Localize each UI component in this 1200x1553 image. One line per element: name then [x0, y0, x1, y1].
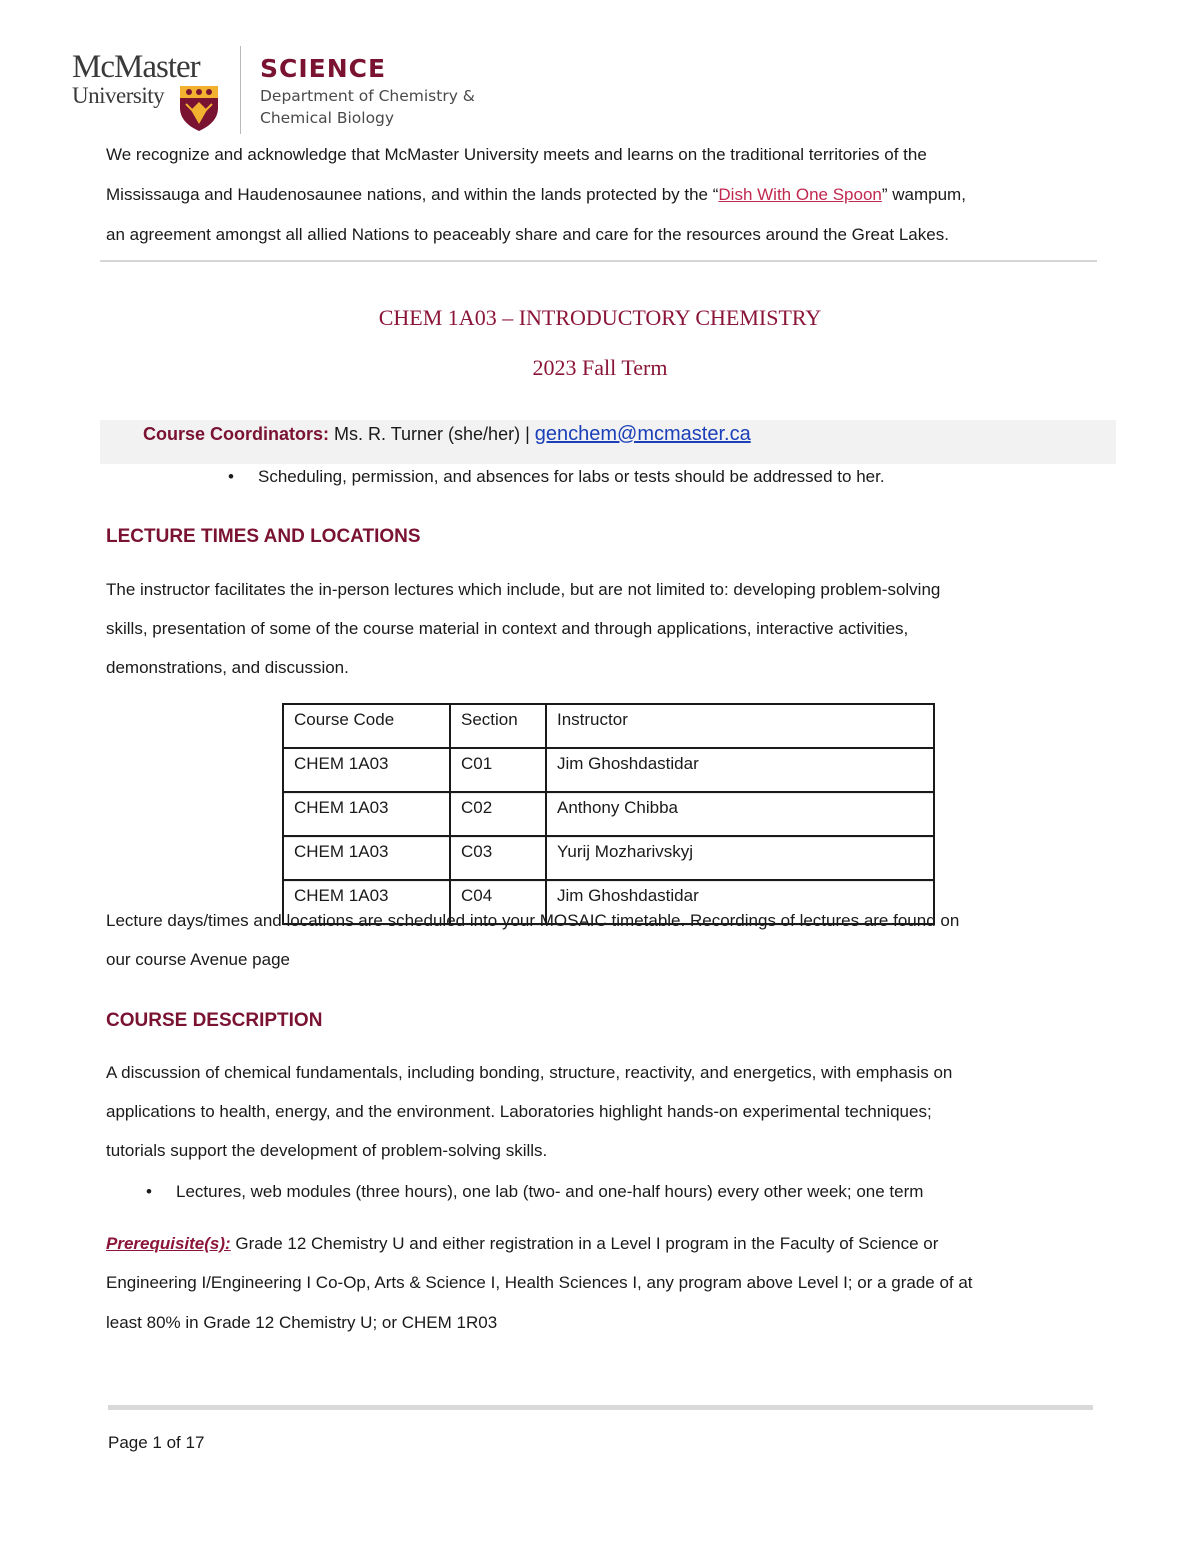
table-cell: C02 — [450, 792, 546, 836]
table-cell: Jim Ghoshdastidar — [546, 880, 934, 924]
table-row — [283, 748, 934, 792]
logo-line2: University — [72, 83, 165, 108]
course-term: 2023 Fall Term — [532, 355, 668, 380]
table-header-course-code: Course Code — [283, 704, 450, 748]
table-cell: CHEM 1A03 — [283, 880, 450, 924]
table-header-section: Section — [450, 704, 546, 748]
science-wordmark: SCIENCE — [260, 54, 387, 83]
prereq-line3: least 80% in Grade 12 Chemistry U; or CHEM 1R03 — [106, 1313, 498, 1332]
table-cell: C04 — [450, 880, 546, 924]
acknowledgement-line1: We recognize and acknowledge that McMaster University meets and learns on the traditional territories of the — [106, 145, 927, 164]
course-title: CHEM 1A03 – INTRODUCTORY CHEMISTRY — [378, 305, 822, 330]
page-number: Page 1 of 17 — [108, 1433, 205, 1452]
description-bullet — [146, 1182, 923, 1202]
lecture-para-line2: skills, presentation of some of the course material in context and through applications, interactive activities, — [106, 619, 909, 638]
table-cell: C01 — [450, 748, 546, 792]
prereq-line2: Engineering I/Engineering I Co-Op, Arts & Science I, Health Sciences I, any program above Level I; or a grade of at — [106, 1273, 973, 1292]
prereq-label: Prerequisite(s): — [106, 1234, 231, 1253]
coordinator-email-link[interactable]: genchem@mcmaster.ca — [534, 423, 751, 445]
description-heading: COURSE DESCRIPTION — [106, 1010, 323, 1031]
lecture-para-line1: The instructor facilitates the in-person lectures which include, but are not limited to: developing problem-solving — [106, 580, 941, 599]
coordinator-label: Course Coordinators: — [143, 424, 330, 444]
table-cell: CHEM 1A03 — [283, 748, 450, 792]
ack-line2-post: ” wampum, — [881, 185, 966, 204]
table-header-instructor: Instructor — [546, 704, 934, 748]
description-line2: applications to health, energy, and the environment. Laboratories highlight hands-on experimental techniques; — [106, 1102, 932, 1121]
prereq-line1 — [106, 1234, 938, 1254]
coordinator-bullet — [228, 467, 885, 487]
department-name — [260, 85, 475, 129]
coordinator-bullet-text: Scheduling, permission, and absences for labs or tests should be addressed to her. — [258, 467, 885, 486]
acknowledgement-line3: an agreement amongst all allied Nations to peaceably share and care for the resources around the Great Lakes. — [106, 225, 949, 244]
table-cell: Yurij Mozharivskyj — [546, 836, 934, 880]
description-bullet-text: Lectures, web modules (three hours), one lab (two- and one-half hours) every other week; one term — [176, 1182, 924, 1201]
coordinator-separator: | — [525, 424, 535, 444]
prereq-text1: Grade 12 Chemistry U and either registration in a Level I program in the Faculty of Science or — [230, 1234, 939, 1253]
dish-with-one-spoon-link[interactable]: Dish With One Spoon — [718, 185, 882, 204]
footer-divider — [108, 1405, 1093, 1410]
lecture-sections-table — [282, 703, 935, 925]
table-cell: CHEM 1A03 — [283, 792, 450, 836]
department-line2: Chemical Biology — [260, 109, 395, 127]
table-cell: C03 — [450, 836, 546, 880]
lecture-heading: LECTURE TIMES AND LOCATIONS — [106, 526, 421, 547]
lecture-note-line2: our course Avenue page — [106, 950, 290, 969]
acknowledgement-line2 — [106, 185, 966, 205]
ack-line2-pre: Mississauga and Haudenosaunee nations, and within the lands protected by the “ — [106, 185, 719, 204]
bullet-icon: • — [146, 1182, 152, 1201]
table-header-row — [283, 704, 934, 748]
description-line3: tutorials support the development of problem-solving skills. — [106, 1141, 548, 1160]
section-divider — [100, 260, 1097, 262]
table-cell: CHEM 1A03 — [283, 836, 450, 880]
crest-icon — [178, 84, 220, 132]
department-line1: Department of Chemistry & — [260, 87, 475, 105]
bullet-icon: • — [228, 467, 234, 486]
table-row — [283, 792, 934, 836]
lecture-note-line1: Lecture days/times and locations are scheduled into your MOSAIC timetable. Recordings of lectures are found on — [106, 911, 960, 930]
description-line1: A discussion of chemical fundamentals, including bonding, structure, reactivity, and energetics, with emphasis on — [106, 1063, 953, 1082]
table-cell: Anthony Chibba — [546, 792, 934, 836]
coordinator-line — [143, 423, 751, 446]
lecture-para-line3: demonstrations, and discussion. — [106, 658, 349, 677]
table-row — [283, 836, 934, 880]
coordinator-name: Ms. R. Turner (she/her) — [329, 424, 526, 444]
logo-line1: McMaster — [72, 49, 200, 85]
logo-divider — [240, 46, 241, 134]
table-cell: Jim Ghoshdastidar — [546, 748, 934, 792]
